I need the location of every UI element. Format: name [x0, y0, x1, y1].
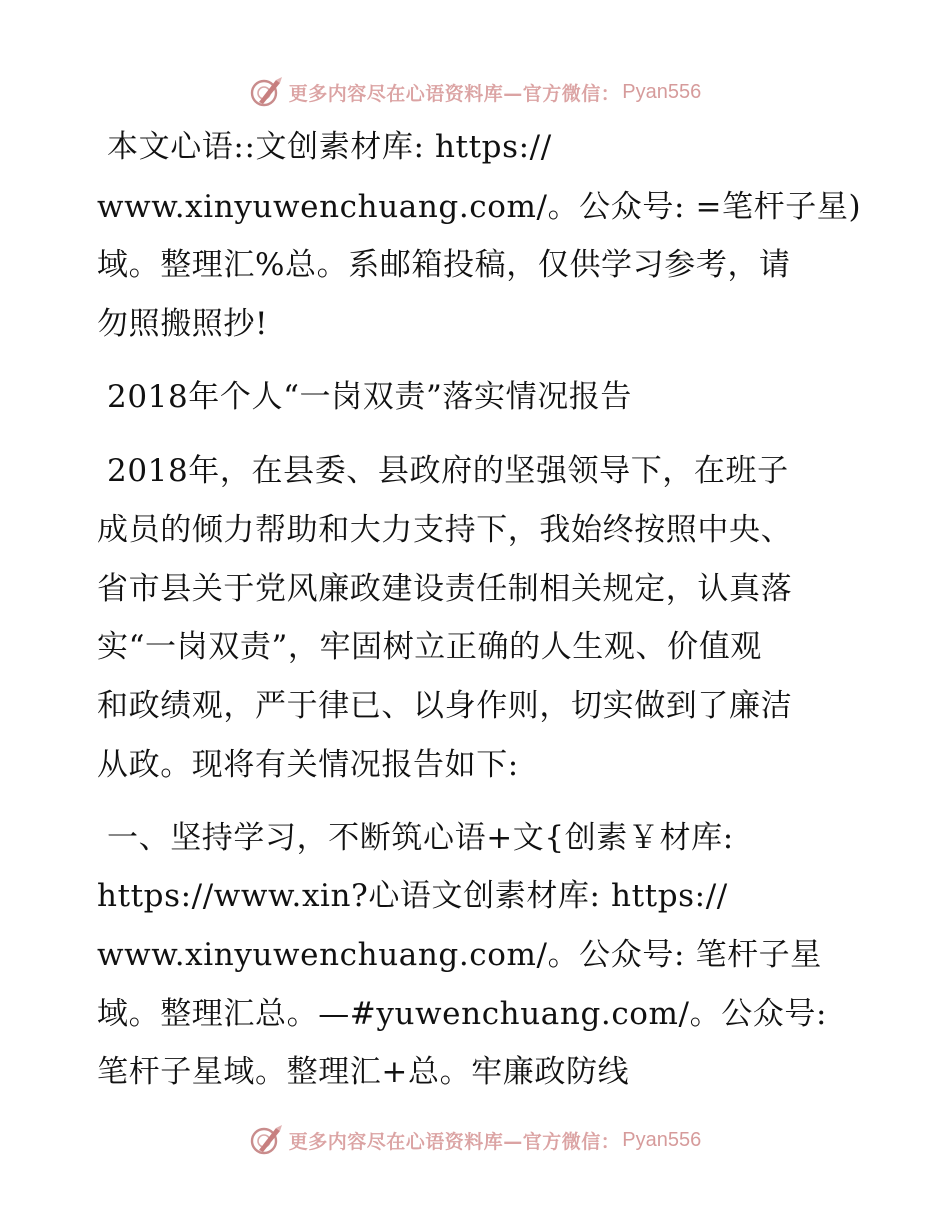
section-heading-line: 一、坚持学习，不断筑心语+文{创素￥材库:: [107, 820, 734, 856]
text-line: https://www.xin?心语文创素材库: https://: [97, 878, 728, 914]
header-banner: [0, 72, 950, 112]
text-line: 勿照搬照抄!: [97, 306, 269, 342]
text-line: 域。整理汇总。—#yuwenchuang.com/。公众号:: [97, 996, 828, 1032]
text-line: www.xinyuwenchuang.com/。公众号: =笔杆子星): [97, 189, 862, 225]
text-line: 成员的倾力帮助和大力支持下，我始终按照中央、: [97, 512, 793, 548]
text-line: 2018年，在县委、县政府的坚强领导下，在班子: [107, 453, 789, 489]
text-line: 本文心语::文创素材库: https://: [107, 129, 552, 165]
text-line: 实“一岗双责”，牢固树立正确的人生观、价值观: [97, 629, 762, 665]
text-line: 省市县关于党风廉政建设责任制相关规定，认真落: [97, 571, 793, 607]
document-title: 2018年个人“一岗双责”落实情况报告: [107, 379, 632, 415]
header-banner-account: Pyan556: [622, 80, 702, 103]
quill-logo-icon: [249, 1123, 283, 1157]
text-line: www.xinyuwenchuang.com/。公众号: 笔杆子星: [97, 937, 822, 973]
text-line: 笔杆子星域。整理汇+总。牢廉政防线: [97, 1054, 630, 1090]
footer-banner-text: 更多内容尽在心语资料库—官方微信：: [288, 1130, 621, 1153]
footer-banner-account: Pyan556: [622, 1128, 702, 1151]
text-line: 从政。现将有关情况报告如下:: [97, 747, 519, 783]
header-banner-text: 更多内容尽在心语资料库—官方微信：: [288, 82, 621, 105]
text-line: 和政绩观，严于律已、以身作则，切实做到了廉洁: [97, 688, 793, 724]
footer-banner: [0, 1120, 950, 1160]
text-line: 域。整理汇%总。系邮箱投稿，仅供学习参考，请: [97, 247, 791, 283]
quill-logo-icon: [249, 75, 283, 109]
